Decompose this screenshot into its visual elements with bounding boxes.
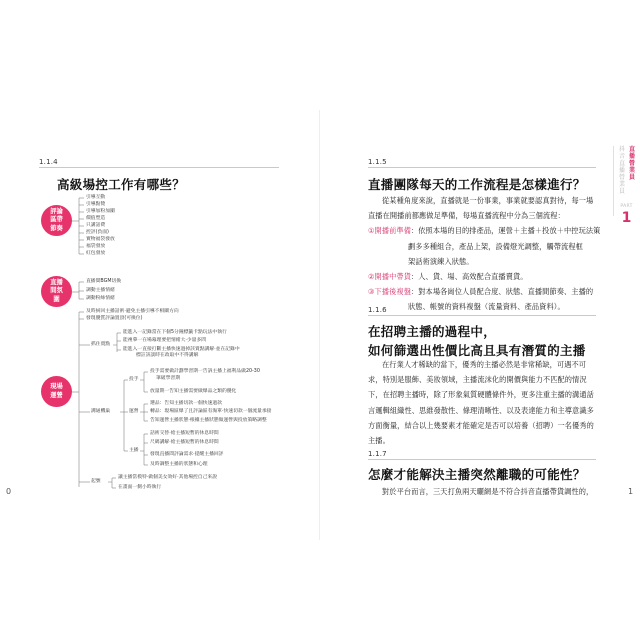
page-number: 0 <box>6 487 12 496</box>
step-text: 狀態、帳號的資料複盤（流量資料、產品資料）。 <box>408 302 565 312</box>
section-body <box>368 484 604 499</box>
page-number: 1 <box>628 487 634 496</box>
step-text: ：依照本場的目的排產品，運營＋主播＋投放＋中控玩法策 <box>410 226 601 236</box>
body-line: 求，特別是服飾、美妝領域，主播流沫化的開價與能力不匹配的情況 <box>368 375 587 385</box>
step-text: ：對本場各崗位人員配合度、狀態、直播間節奏、主播的 <box>410 287 594 297</box>
step-item <box>368 284 604 299</box>
section-number: 1.1.4 <box>39 158 58 166</box>
mindmap-node: 直播間BGM切換 <box>86 279 122 284</box>
step-item <box>368 269 604 284</box>
mindmap-node: 調動主播情緒 <box>86 288 115 293</box>
mindmap-subgroup-label: 運營 <box>129 409 139 414</box>
side-tab-subtitle: 抖音直播營業員 <box>618 146 625 195</box>
mindmap-node: 引導互動 <box>86 195 106 200</box>
body-line: 主播。 <box>368 436 390 446</box>
mindmap-node: 發現優質評論置頂(可換位) <box>86 316 143 321</box>
step-label: ①開播前準備 <box>368 226 411 236</box>
mindmap-node: 引導加粉加團 <box>86 209 115 214</box>
mindmap-node: 控評(負面) <box>86 230 109 235</box>
mindmap-node: 標註該談時在政取中不得講解 <box>136 353 199 358</box>
mindmap-node: 轉品：現場區爆了且評論區有淘單·快速切款一個流量承接 <box>150 409 272 414</box>
body-line: 下，在招聘主播時，除了形象氣質硬體條件外，更多注重主播的溝通話 <box>368 390 594 400</box>
step-item <box>368 223 604 238</box>
mindmap-subgroup-label: 主播 <box>129 448 139 453</box>
section-rule <box>368 167 596 168</box>
mindmap-node: 福袋發放 <box>86 244 106 249</box>
mindmap-node: 告知運營主播狀態·根據主播狀態做運營與投放策略調整 <box>150 418 267 423</box>
chapter-side-tab <box>613 146 640 226</box>
body-line: 言邏輯組織性、思維發散性、條理清晰性、以及表達能力和主導意識多 <box>368 405 594 415</box>
step-label: ③下播後複盤 <box>368 287 411 297</box>
section-number: 1.1.7 <box>368 450 387 458</box>
right-page <box>320 0 640 640</box>
heading-line: 在招聘主播的過程中， <box>368 324 497 339</box>
body-line: 對於平台而言，三天打魚兩天曬網是不符合抖音直播帶貨調性的， <box>382 487 594 496</box>
mindmap-node: 只講話費 <box>86 223 106 228</box>
mindmap-bubble-room-atmosphere: 直播間氛圍 <box>41 276 72 307</box>
mindmap-node: 價值塑造 <box>86 216 106 221</box>
mindmap-node: 調動粉絲情緒 <box>86 296 115 301</box>
mindmap-node: 及時糾回主播話術·避免主播引導不相關方向 <box>86 309 179 314</box>
section-body <box>368 357 604 448</box>
body-line: 在行業人才稀缺的當下，優秀的主播必然是非常稀缺，可遇不可 <box>382 360 587 369</box>
mindmap-node: 筆破學習期 <box>156 376 180 381</box>
mindmap-group-label: 溝通機巢 <box>91 409 111 414</box>
mindmap-bubble-live-operations: 現場運營 <box>41 376 72 407</box>
mindmap-node: 讓主播當模特·做個美女效好·其他場控自己來說 <box>118 475 217 480</box>
section-number: 1.1.6 <box>368 306 387 314</box>
mindmap-group-label: 起號 <box>91 479 101 484</box>
step-label: ②開播中帶貨 <box>368 272 411 282</box>
mindmap-node: 及時調整主播的狀態和心理 <box>150 462 208 467</box>
section-heading <box>368 322 586 360</box>
body-line: 直播在開播前都應做足準備，每場直播流程中分為三個流程： <box>368 211 565 221</box>
mindmap-node: 能複摹一在場幕理要把情緒大·少量多問 <box>123 338 207 343</box>
side-tab-part-label: PART <box>620 204 633 209</box>
mindmap-node: 選品：告知主播切款一個快速過款 <box>150 401 222 406</box>
section-rule <box>368 315 596 316</box>
mindmap-node: 能進入一記錄當在下個5分鐘標籤卡點玩法中執行 <box>123 330 227 335</box>
mindmap-node: 話術交替·給主播短暫的休息時間 <box>150 431 219 436</box>
step-text: 劃多多種組合，產品上架，設備燈光調整，觸帶流程框 <box>408 241 583 251</box>
mindmap-node: 尺碼講解·給主播短暫的休息時間 <box>150 440 219 445</box>
section-heading: 怎麼才能解決主播突然離職的可能性？ <box>368 467 586 482</box>
section-heading: 直播團隊每天的工作流程是怎樣進行？ <box>368 177 586 192</box>
mindmap-bubble-comment-rhythm: 評論區帶節奏 <box>41 205 72 236</box>
mindmap-subgroup-label: 投手 <box>129 377 139 382</box>
side-tab-title: 直播營業員 <box>628 146 635 181</box>
section-heading: 高級場控工作有哪些？ <box>57 177 186 192</box>
body-line: 從某種角度來說，直播就是一份事業，事業就要認真對待，每一場 <box>382 196 594 205</box>
step-text: 架話術演練入狀態。 <box>408 256 474 266</box>
mindmap-node: 放量期一告知主播需要做爆品之類的優化 <box>150 389 237 394</box>
mindmap-node: 實物福袋發放 <box>86 237 115 242</box>
heading-line: 如何篩選出性價比高且具有潛質的主播 <box>368 343 586 358</box>
mindmap-node: 紅包發放 <box>86 251 106 256</box>
mindmap-node: 在畫面一側小時執行 <box>118 485 162 490</box>
step-text: ：人、貨、場、高效配合直播賣貨。 <box>410 272 528 282</box>
mindmap-node: 能進入一直接打斷主播快速過掉該賣點講解·並在記錄中 <box>123 347 240 352</box>
side-tab-part-number: 1 <box>621 210 632 226</box>
mindmap-node: 引導點贊 <box>86 202 106 207</box>
mindmap-group-label: 抓住賣點 <box>91 342 111 347</box>
mindmap-node: 發現直播間評論需求·提醒主播回評 <box>150 452 224 457</box>
mindmap-node: 投手需要做計劃學習期一告訴主播上福利品做20-30 <box>150 369 260 374</box>
section-body <box>368 193 604 315</box>
section-rule <box>368 459 596 460</box>
section-number: 1.1.5 <box>368 158 387 166</box>
body-line: 方面衡量，結合以上幾要素才能確定是否可以培養（招聘）一名優秀的 <box>368 420 594 430</box>
